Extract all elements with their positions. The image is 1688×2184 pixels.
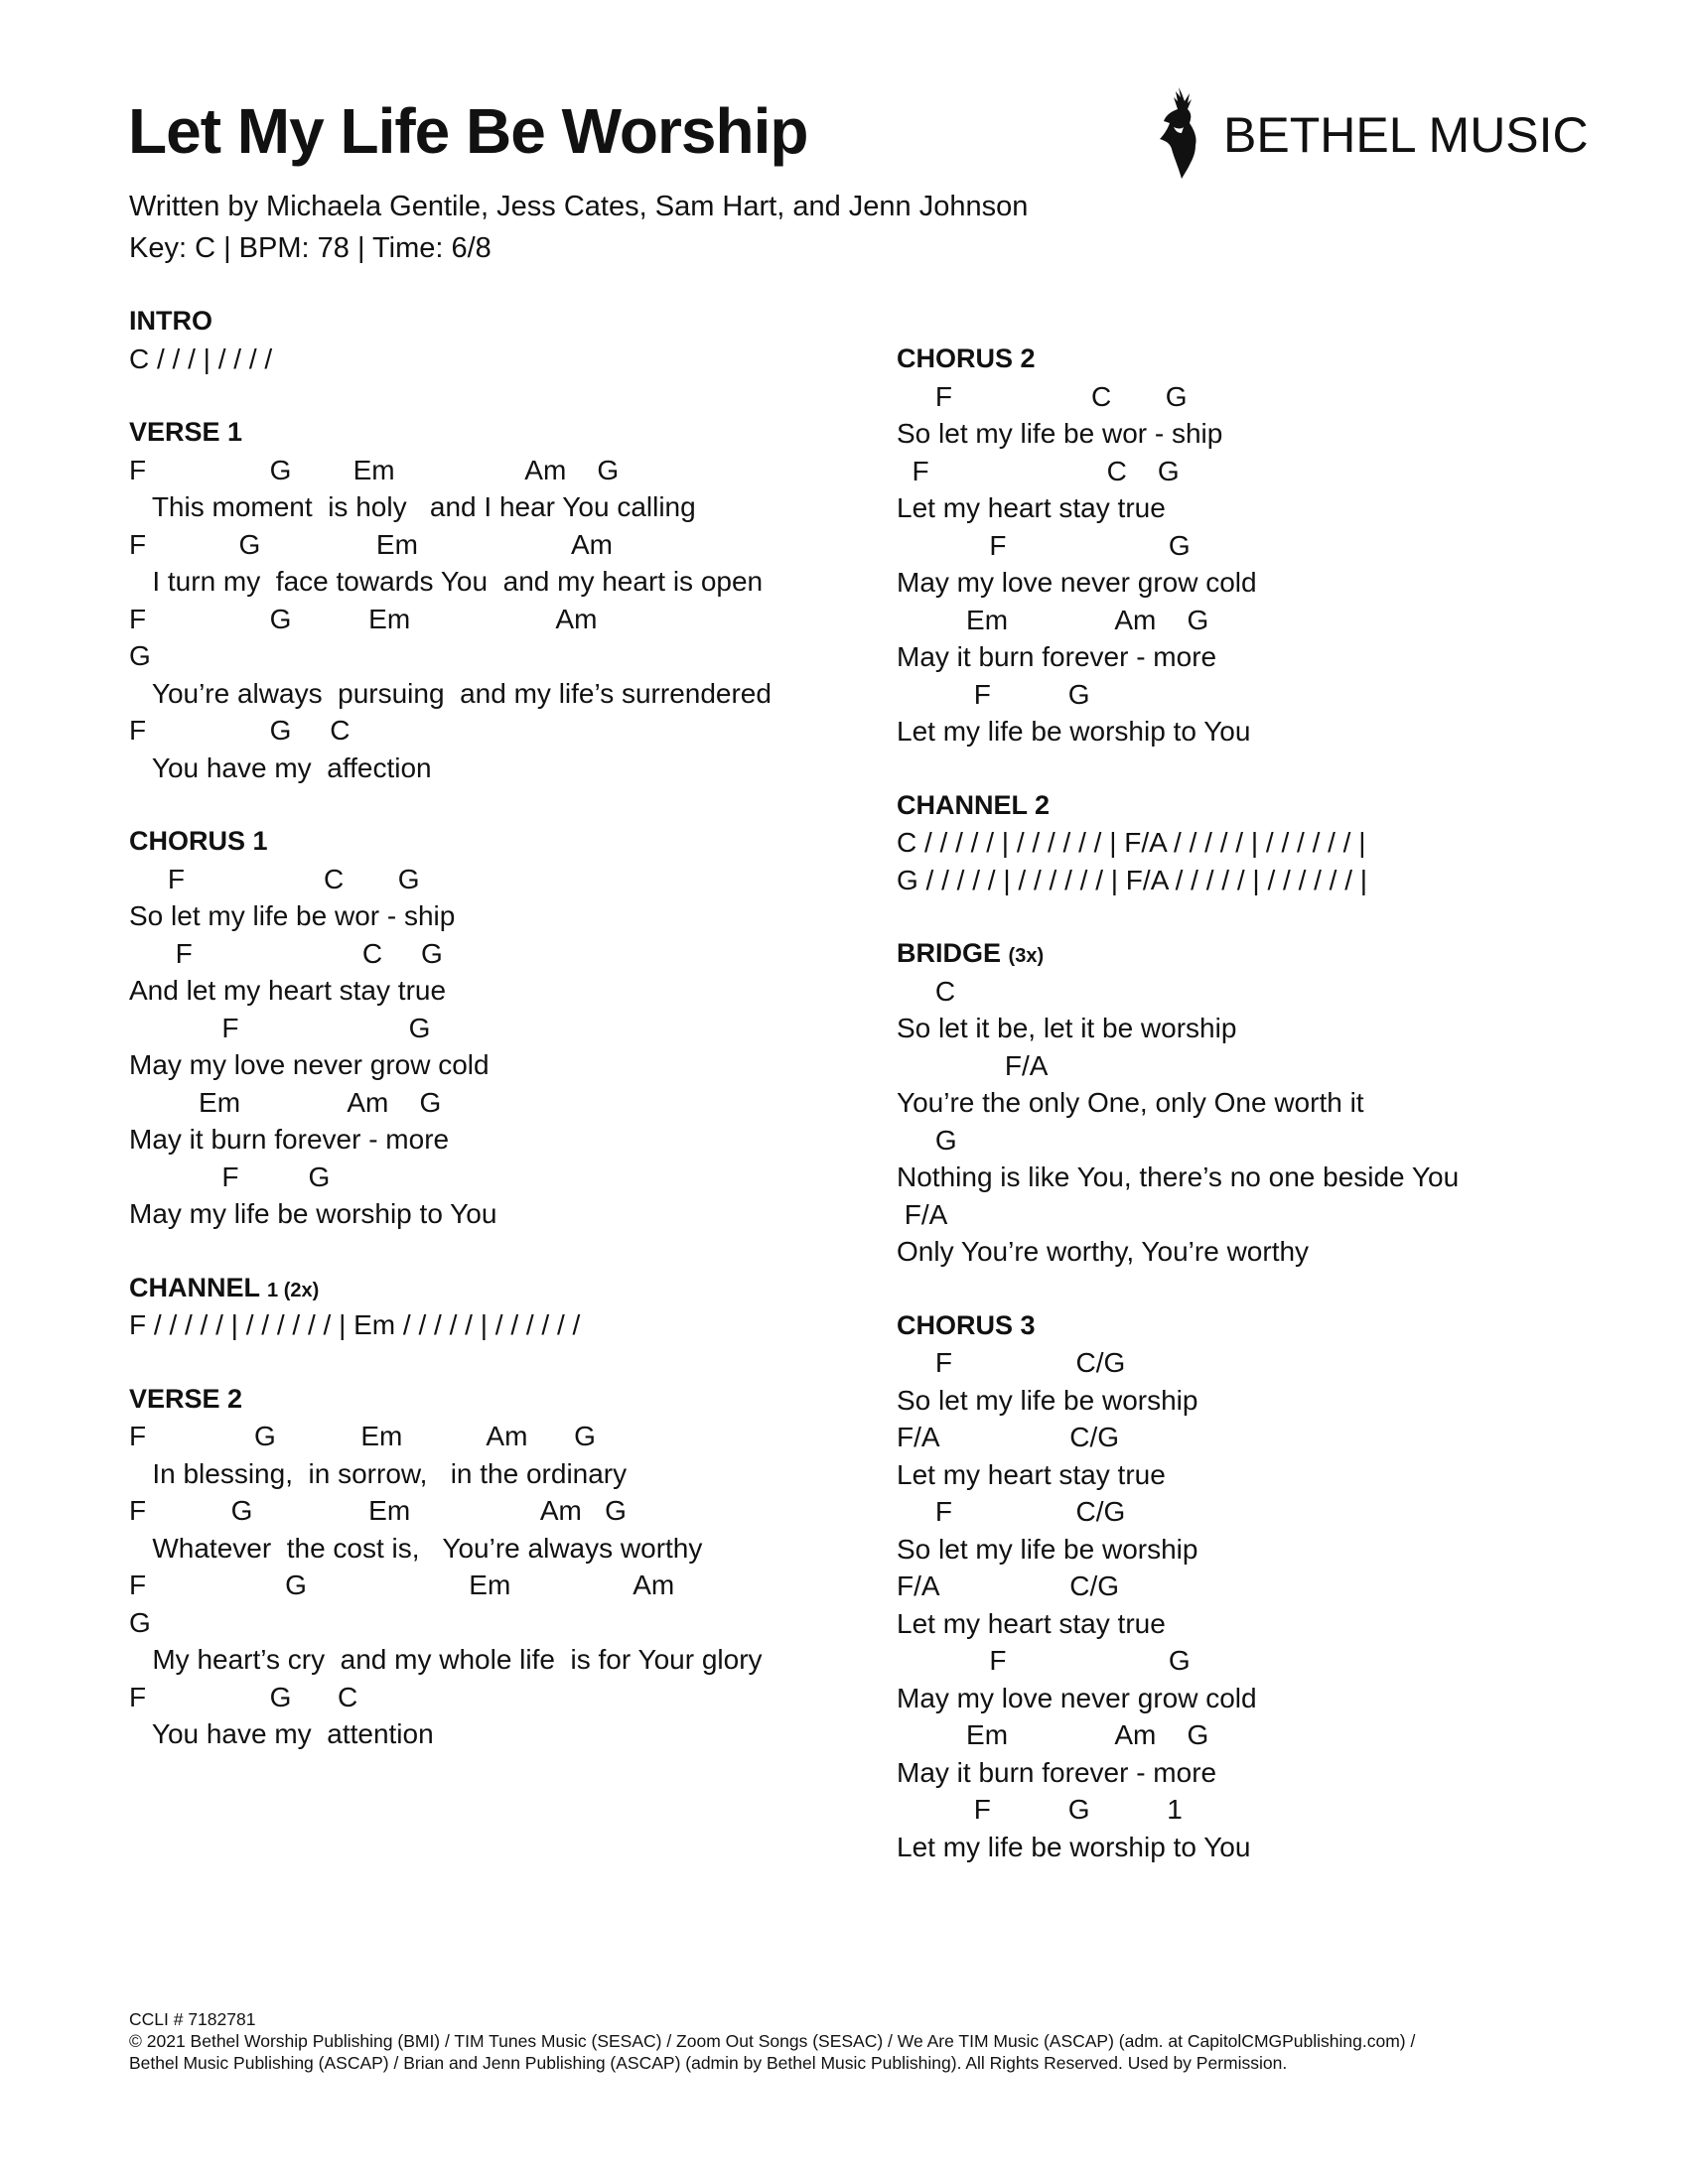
section-heading xyxy=(129,1273,319,1303)
song-line: C xyxy=(897,975,956,1007)
ccli-number: CCLI # 7182781 xyxy=(129,2009,256,2029)
song-line: Let my heart stay true xyxy=(897,1607,1166,1639)
song-line: C / / / / / | / / / / / / | F/A / / / / / | / / / / / / | xyxy=(897,827,1366,858)
song-line: You’re the only One, only One worth it xyxy=(897,1087,1364,1118)
song-line: May it burn forever - more xyxy=(897,641,1217,672)
song-line: F/A xyxy=(897,1049,1049,1081)
song-line: Em Am G xyxy=(129,1086,442,1118)
song-line: F G Em Am G xyxy=(129,1421,596,1451)
section-heading xyxy=(897,790,1050,821)
song-line: F G 1 xyxy=(897,1794,1183,1825)
song-line: Em Am G xyxy=(897,604,1209,635)
song-line: F G xyxy=(897,678,1090,710)
section-heading-text: VERSE 1 xyxy=(129,417,243,447)
song-line: May my love never grow cold xyxy=(897,567,1257,598)
song-line: G xyxy=(129,640,151,671)
section-repeat-note: (3x) xyxy=(1008,945,1045,967)
bethel-music-logo xyxy=(1152,85,1589,185)
section-heading-text: VERSE 2 xyxy=(129,1383,243,1414)
song-line: F G Em Am G xyxy=(129,1495,627,1526)
bethel-music-wordmark: BETHEL MUSIC xyxy=(1223,107,1589,163)
song-line: Let my heart stay true xyxy=(897,492,1166,523)
song-line: F G Em Am G xyxy=(129,454,620,485)
song-line: F / / / / / | / / / / / / | Em / / / / / | / / / / / / xyxy=(129,1309,581,1340)
song-line: I turn my face towards You and my heart is open xyxy=(129,566,764,597)
song-line: F G xyxy=(129,1160,331,1192)
song-line: F G xyxy=(897,1645,1191,1676)
song-line: You’re always pursuing and my life’s surrendered xyxy=(129,677,772,709)
section-heading xyxy=(897,343,1036,374)
song-line: So let my life be worship xyxy=(897,1384,1198,1416)
section-heading-text: CHORUS 2 xyxy=(897,343,1036,373)
song-line: F/A C/G xyxy=(897,1570,1120,1601)
song-line: May my love never grow cold xyxy=(129,1049,490,1080)
section-repeat-note: 1 (2x) xyxy=(267,1279,320,1301)
song-line: F G xyxy=(129,1012,431,1043)
song-line: F G C xyxy=(129,715,351,746)
section-heading-text: BRIDGE xyxy=(897,938,1002,968)
song-line: So let my life be wor - ship xyxy=(897,418,1223,449)
section-heading xyxy=(129,417,242,448)
section-heading-text: CHANNEL 2 xyxy=(897,789,1051,820)
song-line: F C G xyxy=(897,380,1188,412)
song-line: F C G xyxy=(897,455,1180,486)
song-line: F/A C/G xyxy=(897,1422,1120,1452)
song-line: F C G xyxy=(129,863,420,894)
song-line: F G xyxy=(897,529,1191,561)
song-line: C / / / | / / / / xyxy=(129,342,273,374)
section-heading xyxy=(129,306,212,337)
section-heading-text: CHORUS 3 xyxy=(897,1309,1036,1340)
song-line: Nothing is like You, there’s no one beside You xyxy=(897,1161,1460,1192)
song-line: May it burn forever - more xyxy=(129,1124,450,1155)
section-heading-text: CHANNEL xyxy=(129,1272,260,1302)
song-line: Let my life be worship to You xyxy=(897,1831,1251,1862)
song-line: F G C xyxy=(129,1681,358,1712)
song-line: In blessing, in sorrow, in the ordinary xyxy=(129,1457,628,1489)
song-line: So let it be, let it be worship xyxy=(897,1013,1237,1043)
song-title: Let My Life Be Worship xyxy=(128,95,808,167)
song-line: You have my affection xyxy=(129,751,432,783)
song-line: Em Am G xyxy=(897,1719,1209,1750)
section-heading xyxy=(129,1384,242,1415)
song-line: F C/G xyxy=(897,1496,1126,1527)
song-line: May my love never grow cold xyxy=(897,1682,1257,1713)
song-line: Only You’re worthy, You’re worthy xyxy=(897,1236,1310,1267)
song-line: May my life be worship to You xyxy=(129,1198,497,1229)
section-heading xyxy=(897,1310,1036,1341)
song-line: F C G xyxy=(129,937,443,969)
copyright-line-2: Bethel Music Publishing (ASCAP) / Brian and Jenn Publishing (ASCAP) (admin by Bethel Music Publishing). All Rights Reserved. Used by Permission. xyxy=(129,2053,1288,2073)
song-line: F G Em Am xyxy=(129,1570,675,1600)
song-line: Let my heart stay true xyxy=(897,1458,1166,1490)
song-line: F G Em Am xyxy=(129,528,613,560)
song-line: My heart’s cry and my whole life is for Your glory xyxy=(129,1644,763,1675)
song-line: G xyxy=(129,1606,151,1638)
section-heading xyxy=(897,938,1044,969)
song-line: May it burn forever - more xyxy=(897,1756,1217,1788)
copyright-line-1: © 2021 Bethel Worship Publishing (BMI) / TIM Tunes Music (SESAC) / Zoom Out Songs (SESAC) / We Are TIM Music (ASCAP) (adm. at CapitolCMGPublishing.com) / xyxy=(129,2031,1416,2051)
song-key-bpm-time: Key: C | BPM: 78 | Time: 6/8 xyxy=(129,232,492,264)
song-line: So let my life be worship xyxy=(897,1533,1198,1565)
song-line: This moment is holy and I hear You calling xyxy=(129,491,696,522)
song-line: F G Em Am xyxy=(129,603,598,634)
song-line: You have my attention xyxy=(129,1718,434,1749)
song-line: Let my life be worship to You xyxy=(897,716,1251,747)
song-line: G / / / / / | / / / / / / | F/A / / / / / | / / / / / / | xyxy=(897,864,1368,895)
song-writers: Written by Michaela Gentile, Jess Cates, Sam Hart, and Jenn Johnson xyxy=(129,191,1029,222)
song-line: G xyxy=(897,1124,957,1156)
song-line: F/A xyxy=(897,1198,948,1230)
song-line: F C/G xyxy=(897,1347,1126,1378)
section-heading-text: INTRO xyxy=(129,306,212,336)
song-line: So let my life be wor - ship xyxy=(129,900,456,931)
section-heading xyxy=(129,826,268,857)
section-heading-text: CHORUS 1 xyxy=(129,826,268,856)
song-line: And let my heart stay true xyxy=(129,975,447,1006)
deer-head-icon xyxy=(1152,85,1211,185)
song-line: Whatever the cost is, You’re always worthy xyxy=(129,1532,703,1564)
